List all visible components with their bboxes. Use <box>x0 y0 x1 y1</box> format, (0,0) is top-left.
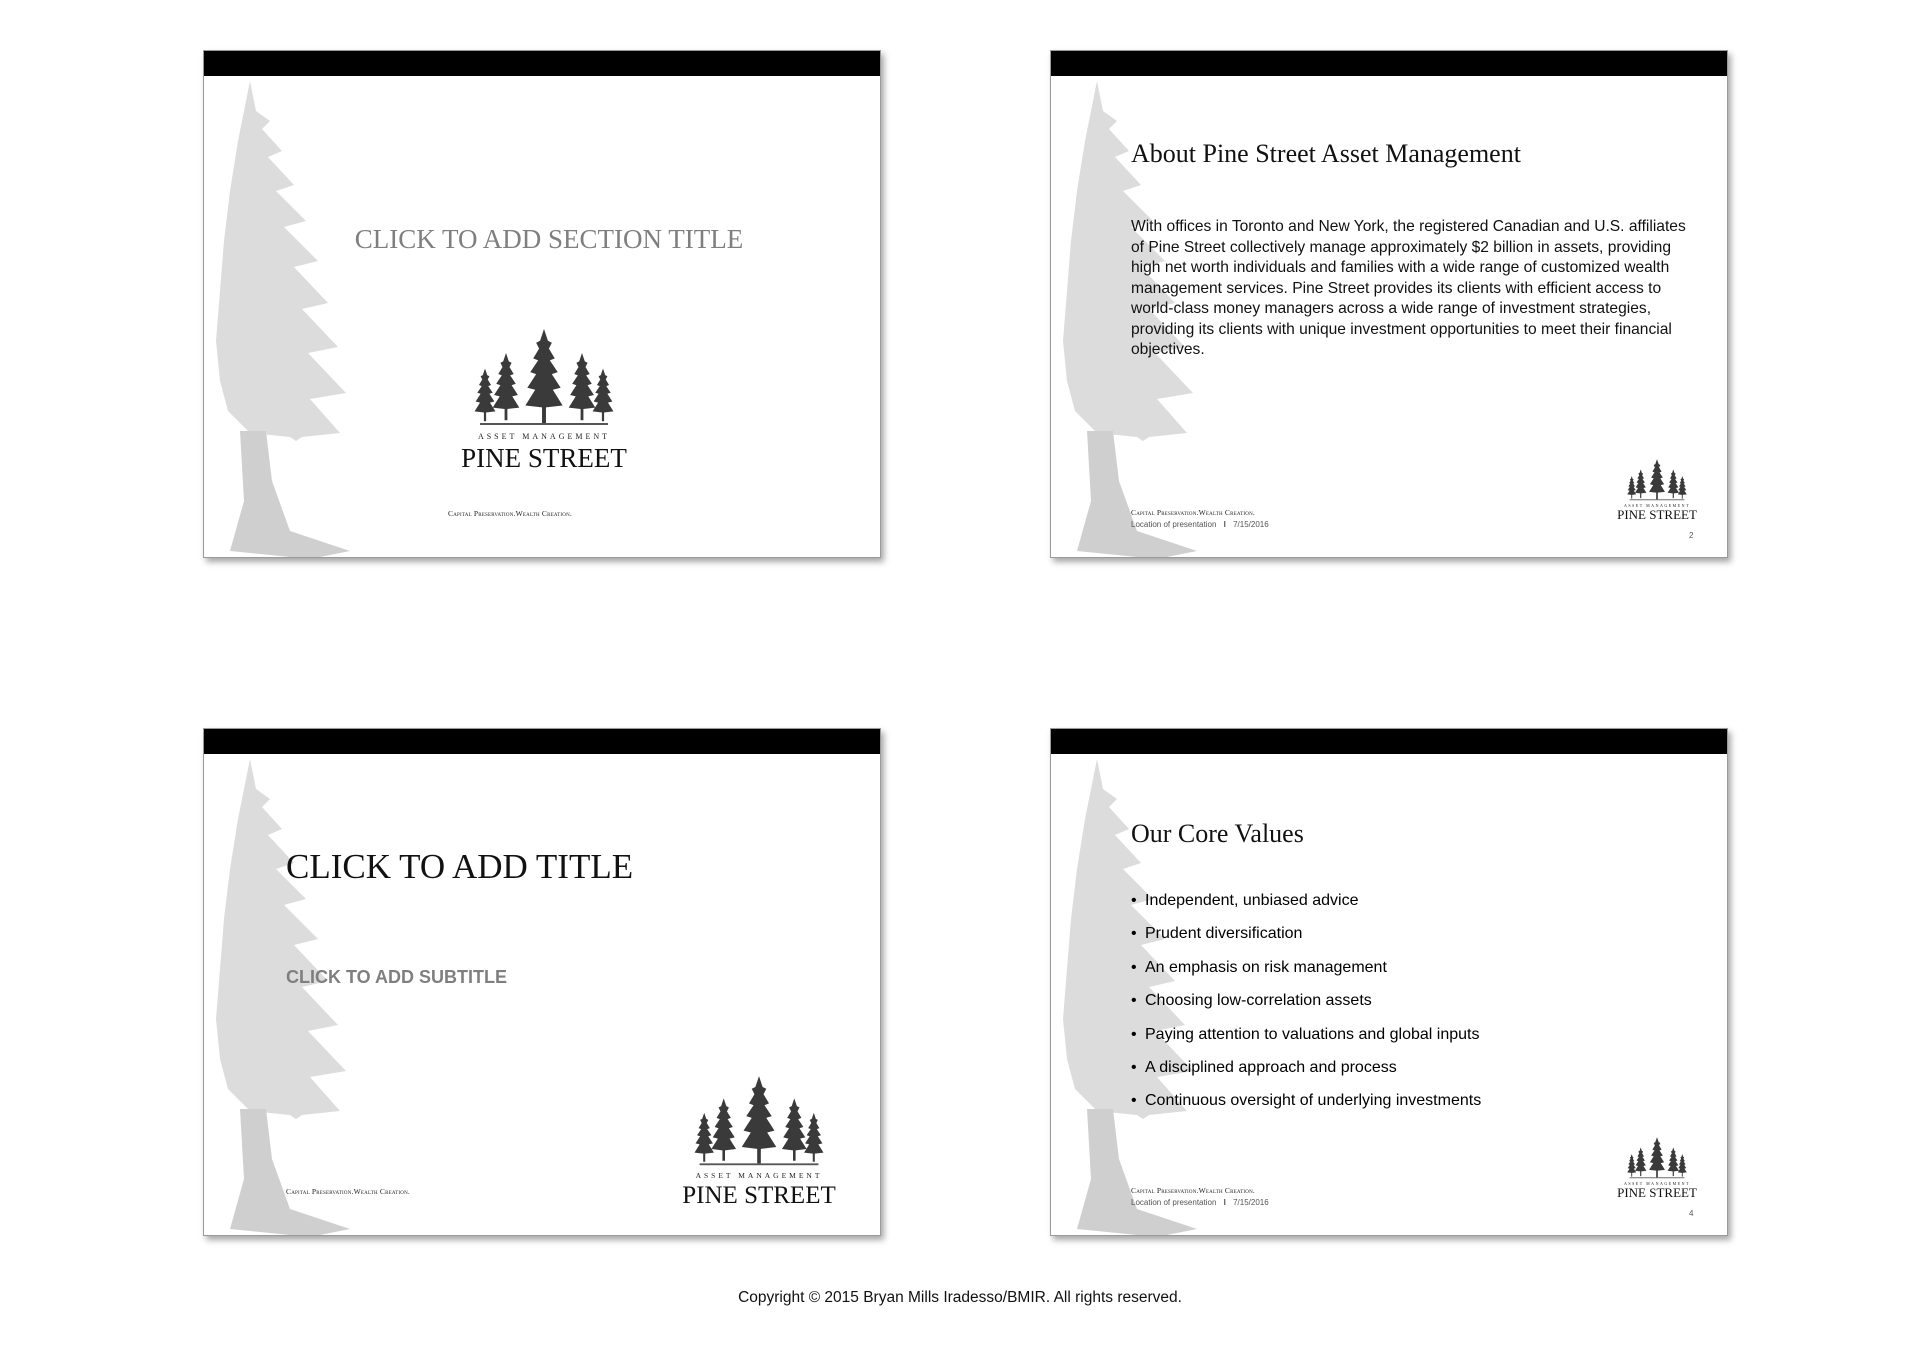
presentation-date: 7/15/2016 <box>1233 1198 1269 1207</box>
slide-about[interactable] <box>1050 50 1728 558</box>
subtitle-placeholder[interactable]: CLICK TO ADD SUBTITLE <box>286 967 507 987</box>
copyright-notice: Copyright © 2015 Bryan Mills Iradesso/BMIR. All rights reserved. <box>738 1289 1182 1306</box>
tagline: Capital Preservation.Wealth Creation. <box>1131 508 1255 517</box>
tagline: Capital Preservation.Wealth Creation. <box>1131 1186 1255 1195</box>
logo-pine-street: PINE STREET <box>1617 1185 1697 1200</box>
pine-trees-icon <box>474 329 614 429</box>
slide-header-bar <box>1051 729 1727 754</box>
tagline: Capital Preservation.Wealth Creation. <box>448 509 572 518</box>
slide-core-values[interactable] <box>1050 728 1728 1236</box>
background-tree-illustration <box>210 81 380 558</box>
list-item-text: Prudent diversification <box>1145 925 1303 943</box>
slide-title-layout[interactable] <box>203 728 881 1236</box>
page-number: 4 <box>1689 1209 1694 1218</box>
list-item-text: Continuous oversight of underlying investments <box>1145 1092 1482 1110</box>
presentation-location: Location of presentation <box>1131 1198 1217 1207</box>
footer-separator: I <box>1223 1198 1226 1207</box>
slide-section-title[interactable] <box>203 50 881 558</box>
presentation-location: Location of presentation <box>1131 520 1217 529</box>
list-item-text: A disciplined approach and process <box>1145 1058 1397 1076</box>
list-item: • Paying attention to valuations and global inputs <box>1131 1025 1480 1043</box>
pine-street-logo-small <box>1607 459 1707 522</box>
logo-pine-street: PINE STREET <box>682 1182 836 1209</box>
list-item: • An emphasis on risk management <box>1131 958 1387 976</box>
logo-pine-street: PINE STREET <box>1617 507 1697 522</box>
list-item-text: Independent, unbiased advice <box>1145 892 1359 909</box>
background-tree-illustration <box>210 759 380 1236</box>
list-item: • Choosing low-correlation assets <box>1131 992 1372 1010</box>
slide-title[interactable]: Our Core Values <box>1131 819 1304 848</box>
pine-trees-icon <box>1627 1137 1687 1180</box>
list-item: • Continuous oversight of underlying investments <box>1131 1092 1482 1110</box>
footer-separator: I <box>1223 520 1226 529</box>
footer-info <box>1131 520 1269 529</box>
list-item: • Prudent diversification <box>1131 925 1303 943</box>
footer-info <box>1131 1198 1269 1207</box>
pine-street-logo <box>444 329 644 472</box>
list-item-text: Paying attention to valuations and global inputs <box>1145 1025 1480 1043</box>
logo-asset-management: ASSET MANAGEMENT <box>1623 1181 1691 1186</box>
slide-title[interactable]: About Pine Street Asset Management <box>1131 139 1521 168</box>
section-title-placeholder[interactable]: CLICK TO ADD SECTION TITLE <box>354 224 744 254</box>
slide-header-bar <box>204 729 880 754</box>
list-item-text: Choosing low-correlation assets <box>1145 992 1372 1010</box>
pine-trees-icon <box>694 1076 824 1169</box>
tagline: Capital Preservation.Wealth Creation. <box>286 1187 410 1196</box>
page-number: 2 <box>1689 531 1694 540</box>
pine-street-logo-small <box>1607 1137 1707 1200</box>
list-item: • A disciplined approach and process <box>1131 1058 1397 1076</box>
slide-header-bar <box>204 51 880 76</box>
core-values-list[interactable] <box>1131 892 1481 1126</box>
about-body-text[interactable]: With offices in Toronto and New York, the registered Canadian and U.S. affiliates of Pine Street collectively manage approximately $2 billion in assets, providing high net worth individuals and families with a wide range of customized wealth management services. Pine Street provides its clients with efficient access to world-class money managers across a wide range of investment strategies, providing its clients with unique investment opportunities to meet their financial objectives. <box>1131 218 1686 358</box>
list-item-text: An emphasis on risk management <box>1145 958 1387 976</box>
pine-street-logo <box>669 1076 849 1209</box>
logo-asset-management: ASSET MANAGEMENT <box>1623 503 1691 508</box>
list-item: • Independent, unbiased advice <box>1131 892 1359 909</box>
pine-trees-icon <box>1627 459 1687 502</box>
title-placeholder[interactable]: CLICK TO ADD TITLE <box>286 847 634 886</box>
logo-asset-management: ASSET MANAGEMENT <box>477 432 611 441</box>
logo-pine-street: PINE STREET <box>461 443 627 473</box>
presentation-date: 7/15/2016 <box>1233 520 1269 529</box>
logo-asset-management: ASSET MANAGEMENT <box>695 1171 823 1180</box>
slide-header-bar <box>1051 51 1727 76</box>
